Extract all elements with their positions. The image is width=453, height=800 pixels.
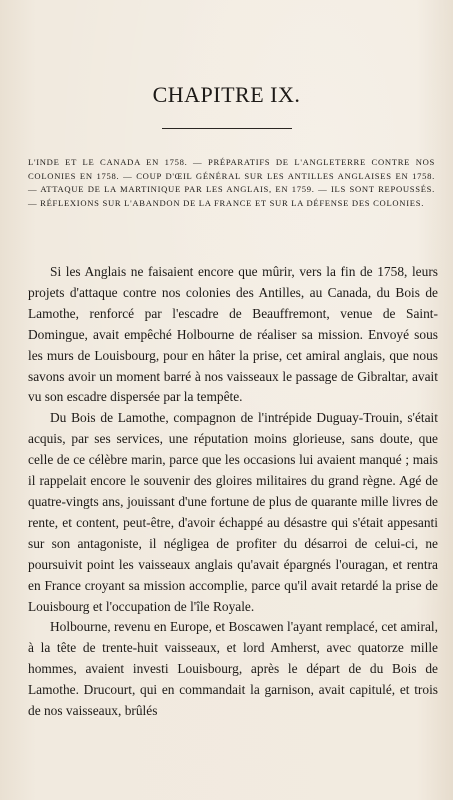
body-text	[28, 262, 438, 722]
title-rule	[162, 128, 292, 129]
paragraph-1: Si les Anglais ne faisaient encore que mûrir, vers la fin de 1758, leurs projets d'attaque contre nos colonies des Antilles, au Canada, du Bois de Lamothe, renforcé par l'escadre de Beauffremont, venue de Saint-Domingue, avait empêché Holbourne de réaliser sa mission. Envoyé sous les murs de Louisbourg, pour en hâter la prise, cet amiral anglais, que nous savons avoir un moment barré à nos vaisseaux le passage de Gibraltar, avait vu son escadre dispersée par la tempête.	[28, 264, 438, 405]
paragraph-2: Du Bois de Lamothe, compagnon de l'intrépide Duguay-Trouin, s'était acquis, par ses services, une réputation moins glorieuse, sans doute, que celle de ce célèbre marin, parce que les occasions lui avaient manqué ; mais il rappelait encore le souvenir des gloires militaires du grand règne. Agé de quatre-vingts ans, jouissant d'une fortune de plus de quarante mille livres de rente, et content, peut-être, d'avoir échappé au désastre qui s'était appesanti sur son antagoniste, il négligea de profiter du désarroi de celui-ci, ne poursuivit point les vaisseaux anglais qu'avait épargnés l'ouragan, et rentra en France croyant sa mission accomplie, parce qu'il avait retardé la prise de Louisbourg et l'occupation de l'île Royale.	[28, 410, 438, 614]
paragraph-3: Holbourne, revenu en Europe, et Boscawen l'ayant remplacé, cet amiral, à la tête de trente-huit vaisseaux, et lord Amherst, avec quatorze mille hommes, avaient investi Louisbourg, après le départ de du Bois de Lamothe. Drucourt, qui en commandait la garnison, avait capitulé, et trois de nos vaisseaux, brûlés	[28, 619, 438, 719]
chapter-summary: L'INDE ET LE CANADA EN 1758. — PRÉPARATIFS DE L'ANGLETERRE CONTRE NOS COLONIES EN 1758. — COUP D'ŒIL GÉNÉRAL SUR LES ANTILLES ANGLAISES EN 1758. — ATTAQUE DE LA MARTINIQUE PAR LES ANGLAIS, EN 1759. — ILS SONT REPOUSSÉS. — RÉFLEXIONS SUR L'ABANDON DE LA FRANCE ET SUR LA DÉFENSE DES COLONIES.	[28, 157, 435, 208]
chapter-title: CHAPITRE IX.	[152, 82, 301, 107]
